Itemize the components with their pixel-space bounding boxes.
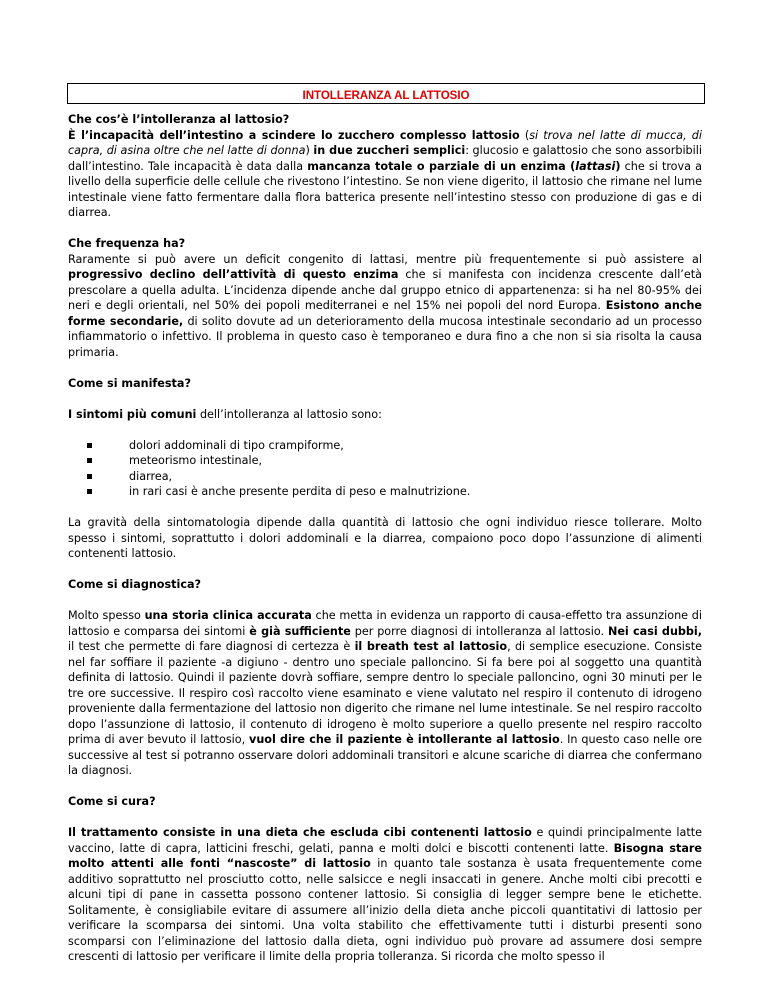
text-run: : glucosio e galattosio che sono assorbibili dall’intestino. Tale incapacità è data dalla (68, 144, 702, 173)
text-run: ( (519, 128, 530, 142)
symptom-item: in rari casi è anche presente perdita di peso e malnutrizione. (87, 484, 702, 500)
text-run: lattasi (575, 159, 616, 173)
section-3-paragraph (68, 515, 702, 562)
text-run: che si trova a livello della superficie delle cellule che rivestono l’intestino. Se non viene digerito, il lattosio che rimane nel lume intestinale viene fatto fermentare dalla flora batterica presente nell’intestino stesso con produzione di gas e di diarrea. (68, 159, 702, 219)
section-3-heading: Come si manifesta? (68, 376, 191, 390)
text-run: Nei casi dubbi, (607, 624, 703, 638)
text-run: è già sufficiente (249, 624, 351, 638)
text-run: che metta in evidenza un rapporto di causa-effetto tra assunzione di lattosio e comparsa dei sintomi (68, 609, 702, 638)
section-4-paragraph (68, 608, 702, 779)
text-run: in quanto tale sostanza è usata frequentemente come additivo soprattutto nel prosciutto cotto, nelle salsicce e negli insaccati in genere. Anche molti cibi precotti e alcuni tipi di pane in cassetta possono contener lattosio. Si consiglia di legger sempre bene le etichette. Solitamente, è consigliabile evitare di assumere all’inizio della dieta anche piccoli quantitativi di lattosio per verificare la scomparsa dei sintomi. Una volta stabilito che effettivamente tutti i disturbi presenti sono scomparsi con l’eliminazione del lattosio dalla dieta, ogni individuo può provare ad assumere dosi sempre crescenti di lattosio per verificare il limite della propria tolleranza. Si ricorda che molto spesso il (68, 857, 702, 963)
section-5-paragraph (68, 825, 702, 965)
text-run: e quindi principalmente latte vaccino, latte di capra, latticini freschi, gelati, panna e molti dolci e biscotti contenenti latte. (68, 826, 702, 855)
text-run: Il trattamento consiste in una dieta che escluda cibi contenenti lattosio (68, 826, 532, 839)
text-run: Esistono anche forme secondarie, (68, 299, 702, 328)
text-run: per porre diagnosi di intolleranza al lattosio. (350, 624, 608, 638)
symptom-item: meteorismo intestinale, (87, 453, 702, 469)
section-1-paragraph (68, 128, 702, 221)
text-run: Raramente si può avere un deficit congenito di lattasi, mentre più frequentemente si può assistere al (68, 252, 702, 266)
text-run: Molto spesso (68, 609, 145, 622)
symptoms-list (68, 438, 702, 500)
section-2-paragraph (68, 252, 702, 361)
text-run: ) (615, 159, 621, 173)
symptoms-intro (68, 407, 702, 423)
text-run: Bisogna stare molto attenti alle fonti “nascoste” di lattosio (68, 841, 702, 870)
text-run: . In questo caso nelle ore successive al test si potranno osservare dolori addominali transitori e alcune scariche di diarrea che confermano la diagnosi. (68, 733, 702, 777)
text-run: I sintomi più comuni (68, 407, 197, 421)
symptom-item: dolori addominali di tipo crampiforme, (87, 438, 702, 454)
text-run: , di semplice esecuzione. Consiste nel far soffiare il paziente -a digiuno - dentro uno speciale palloncino. Si fa bere poi al soggetto una quantità definita di lattosio. Quindi il paziente dovrà soffiare, sempre dentro lo speciale palloncino, ogni 30 minuti per le tre ore successive. Il respiro così raccolto viene esaminato e viene valutato nel respiro il contenuto di idrogeno proveniente dalla fermentazione del lattosio non digerito che rimane nel lume intestinale. Se nel respiro raccolto dopo l’assunzione di lattosio, il contenuto di idrogeno è molto superiore a quello presente nel respiro raccolto prima di aver bevuto il lattosio, (68, 640, 702, 746)
text-run: La gravità della sintomatologia dipende dalla quantità di lattosio che ogni individuo riesce tollerare. Molto spesso i sintomi, soprattutto i dolori addominali e la diarrea, compaiono poco dopo l’assunzione di alimenti contenenti lattosio. (68, 516, 702, 560)
text-run: che si manifesta con incidenza crescente dall’età prescolare a quella adulta. L’incidenza dipende anche dal gruppo etnico di appartenenza: si ha nel 80-95% dei neri e degli orientali, nel 50% dei popoli mediterranei e nel 15% nei popoli del nord Europa. (68, 268, 702, 312)
text-run: ) (305, 144, 314, 157)
section-2-heading: Che frequenza ha? (68, 237, 186, 250)
text-run: vuol dire che il paziente è intollerante al lattosio (249, 733, 560, 746)
text-run: di solito dovute ad un deterioramento della mucosa intestinale secondario ad un processo infiammatorio o infettivo. Il problema in questo caso è temporaneo e dura fino a che non si sia risolta la causa primaria. (68, 314, 702, 359)
text-run: si trova nel latte di mucca, di capra, di asina oltre che nel latte di donna (68, 128, 702, 157)
text-run: il test che permette di fare diagnosi di certezza è (68, 640, 355, 653)
title-box (67, 83, 705, 104)
section-1-heading: Che cos’è l’intolleranza al lattosio? (68, 113, 290, 126)
text-run: mancanza totale o parziale di un enzima ( (307, 159, 576, 173)
document-body (68, 112, 702, 965)
document-title: INTOLLERANZA AL LATTOSIO (302, 90, 470, 102)
text-run: il breath test al lattosio (354, 640, 508, 653)
text-run: È l’incapacità dell’intestino a scindere lo zucchero complesso lattosio (68, 128, 520, 142)
text-run: una storia clinica accurata (144, 609, 312, 622)
text-run: progressivo declino dell’attività di questo enzima (68, 268, 399, 281)
symptom-item: diarrea, (87, 469, 702, 485)
text-run: in due zuccheri semplici (313, 144, 466, 157)
section-4-heading: Come si diagnostica? (68, 578, 201, 591)
text-run: dell’intolleranza al lattosio sono: (196, 407, 382, 421)
section-5-heading: Come si cura? (68, 795, 156, 808)
